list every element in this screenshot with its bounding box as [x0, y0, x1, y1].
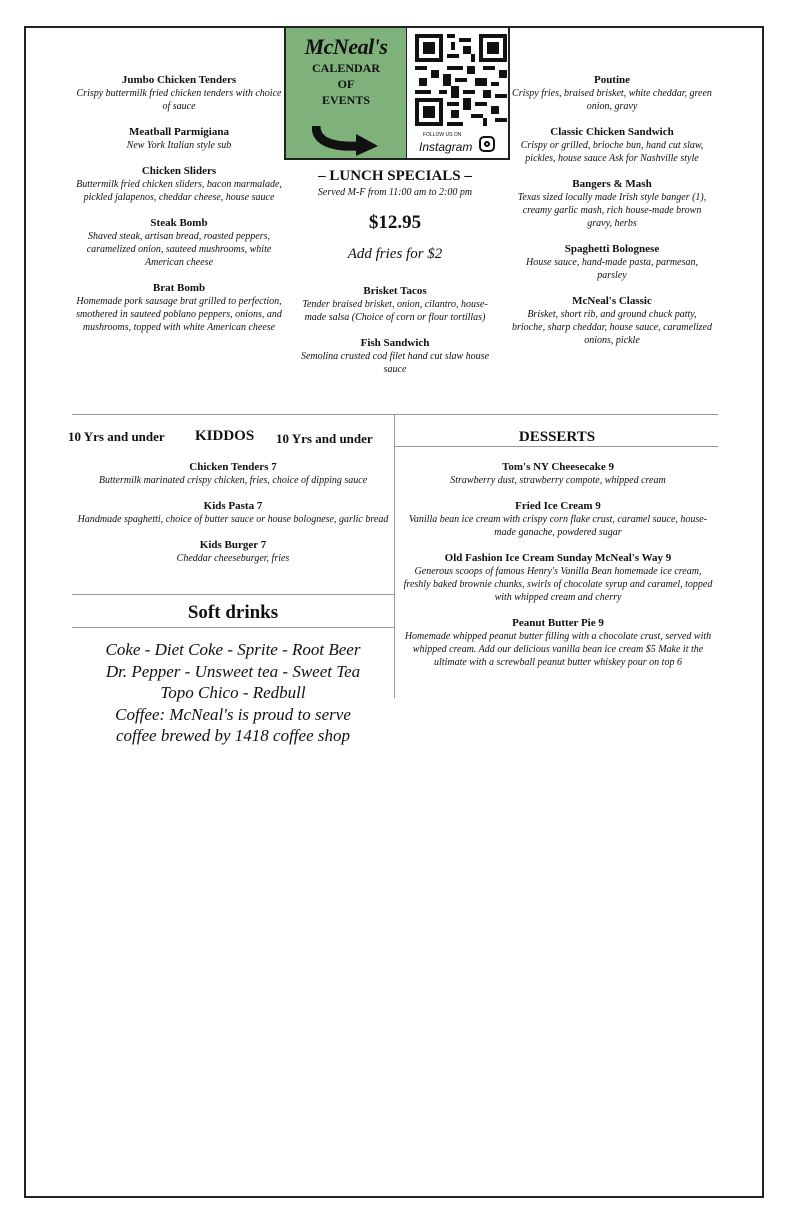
- menu-item: Poutine Crispy fries, braised brisket, white cheddar, green onion, gravy: [512, 74, 712, 112]
- drinks-line: Coke - Diet Coke - Sprite - Root Beer: [105, 640, 361, 659]
- instagram-label: Instagram: [419, 140, 473, 154]
- drinks-line: coffee brewed by 1418 coffee shop: [116, 726, 350, 745]
- drinks-line: Dr. Pepper - Unsweet tea - Sweet Tea: [105, 661, 361, 681]
- menu-item: Old Fashion Ice Cream Sunday McNeal's Way 9 Generous scoops of famous Henry's Vanilla Bean homemade ice cream, freshly baked brownie chunks, swirls of chocolate syrup and caramel, topped with whipped cream and cherry: [403, 552, 713, 603]
- soft-drinks-bottom-line: [72, 627, 394, 628]
- lunch-price: $12.95: [368, 212, 422, 233]
- menu-item: McNeal's Classic Brisket, short rib, and ground chuck patty, brioche, sharp cheddar, house sauce, caramelized onions, pickle: [512, 295, 712, 346]
- lunch-specials-title: – LUNCH SPECIALS –: [318, 168, 472, 184]
- kids-age-right: 10 Yrs and under: [276, 431, 373, 446]
- soft-drinks-top-line: [72, 594, 394, 595]
- lunch-hours: Served M-F from 11:00 am to 2:00 pm: [317, 187, 473, 198]
- calendar-line-2: OF: [337, 77, 355, 91]
- soft-drinks-list: [72, 639, 394, 747]
- soft-drinks-title: Soft drinks: [187, 602, 279, 623]
- menu-item: Kids Pasta 7 Handmade spaghetti, choice of butter sauce or house bolognese, garlic bread: [77, 500, 389, 525]
- curved-arrow-icon: [312, 122, 382, 156]
- menu-item: Kids Burger 7 Cheddar cheeseburger, fries: [176, 539, 290, 564]
- instagram-icon[interactable]: [479, 136, 495, 152]
- kids-menu: [74, 461, 392, 578]
- menu-item: Fish Sandwich Semolina crusted cod filet hand cut slaw house sauce: [300, 337, 490, 375]
- menu-item: Steak Bomb Shaved steak, artisan bread, roasted peppers, caramelized onion, sauteed mushrooms, white American cheese: [86, 217, 272, 268]
- column-divider: [394, 414, 395, 698]
- calendar-line-3: EVENTS: [321, 93, 371, 107]
- menu-item: Classic Chicken Sandwich Crispy or grilled, brioche bun, hand cut slaw, pickles, house sauce Ask for Nashville style: [520, 126, 704, 164]
- kiddos-title: KIDDOS: [195, 428, 255, 444]
- kids-age-left: 10 Yrs and under: [68, 429, 165, 444]
- lunch-specials-column: [300, 168, 490, 389]
- menu-item: Chicken Sliders Buttermilk fried chicken sliders, bacon marmalade, pickled jalapenos, cheddar cheese, house sauce: [76, 165, 282, 203]
- follow-us-label: FOLLOW US ON: [423, 132, 462, 138]
- add-fries-note: Add fries for $2: [347, 246, 443, 262]
- desserts-menu: [402, 461, 714, 682]
- drinks-line: Coffee: McNeal's is proud to serve: [115, 704, 351, 724]
- menu-item: Bangers & Mash Texas sized locally made Irish style banger (1), creamy garlic mash, rich house-made brown gravy, herbs: [517, 178, 707, 229]
- desserts-title: DESSERTS: [518, 429, 596, 445]
- qr-code-icon[interactable]: [415, 34, 507, 126]
- menu-item: Brat Bomb Homemade pork sausage brat grilled to perfection, smothered in sauteed poblano peppers, onions, and mushrooms, topped with white American cheese: [76, 282, 282, 333]
- menu-item: Jumbo Chicken Tenders Crispy buttermilk fried chicken tenders with choice of sauce: [76, 74, 282, 112]
- menu-item: Brisket Tacos Tender braised brisket, onion, cilantro, house-made salsa (Choice of corn or flour tortillas): [302, 285, 488, 323]
- menu-item: Tom's NY Cheesecake 9 Strawberry dust, strawberry compote, whipped cream: [450, 461, 666, 486]
- drinks-line: Topo Chico - Redbull: [160, 683, 306, 702]
- menu-item: Peanut Butter Pie 9 Homemade whipped peanut butter filling with a chocolate crust, served with whipped cream. Add our delicious vanilla bean ice cream $5 Make it the ultimate with a screwball peanut butter whiskey pour on top 6: [404, 617, 712, 668]
- calendar-line-1: CALENDAR: [311, 61, 380, 75]
- events-qr-box[interactable]: [284, 26, 510, 160]
- menu-item: Spaghetti Bolognese House sauce, hand-made pasta, parmesan, parsley: [526, 243, 698, 281]
- menu-item: Meatball Parmigiana New York Italian style sub: [126, 126, 232, 151]
- right-menu-column: [512, 74, 712, 360]
- menu-item: Chicken Tenders 7 Buttermilk marinated crispy chicken, fries, choice of dipping sauce: [98, 461, 368, 486]
- left-menu-column: [74, 74, 284, 347]
- qr-panel[interactable]: [407, 28, 508, 158]
- calendar-of-events-panel[interactable]: [286, 28, 407, 158]
- menu-item: Fried Ice Cream 9 Vanilla bean ice cream with crispy corn flake crust, caramel sauce, house-made ganache, powdered sugar: [408, 500, 708, 538]
- desserts-underline: [394, 446, 718, 447]
- brand-logo: McNeal's: [304, 34, 388, 59]
- section-divider: [72, 414, 718, 415]
